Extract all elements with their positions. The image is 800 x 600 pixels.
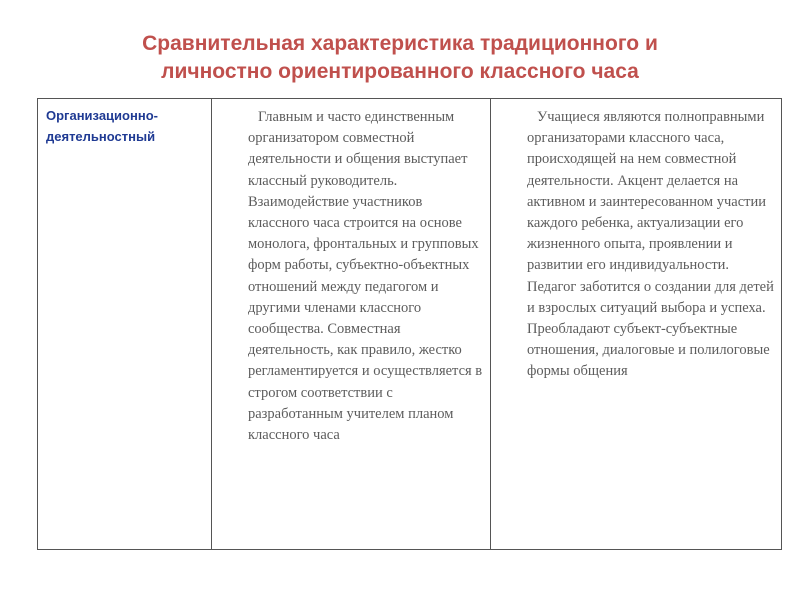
- traditional-description: Главным и часто единственным организатором совместной деятельности и общения выступает классный руководитель. Взаимодействие участников классного часа строится на основе монолога, фронтальных и групповых форм работы, субъектно-объектных отношений между педагогом и другими членами классного сообщества. Совместная деятельность, как правило, жестко регламентируется и осуществляется в строгом соответствии с разработанным учителем планом классного часа: [248, 109, 483, 444]
- slide-title-line-1: Сравнительная характеристика традиционного и: [142, 32, 658, 55]
- row-label: Организационно-деятельностный: [46, 108, 158, 144]
- person-oriented-description: Учащиеся являются полноправными организаторами классного часа, происходящей на нем совместной деятельности. Акцент делается на активном и заинтересованном участии каждого ребенка, актуализации его жизненного опыта, проявлении и развитии его индивидуальности. Педагог заботится о создании для детей и взрослых ситуаций выбора и успеха. Преобладают субъект-субъектные отношения, диалоговые и полилоговые формы общения: [527, 109, 774, 380]
- person-oriented-cell: [491, 99, 782, 550]
- slide-title-line-2: личностно ориентированного классного часа: [161, 60, 639, 83]
- traditional-cell: [212, 99, 491, 550]
- table-row: [38, 99, 782, 550]
- row-label-cell: [38, 99, 212, 550]
- comparison-table: [37, 98, 782, 550]
- slide-title: [0, 30, 800, 86]
